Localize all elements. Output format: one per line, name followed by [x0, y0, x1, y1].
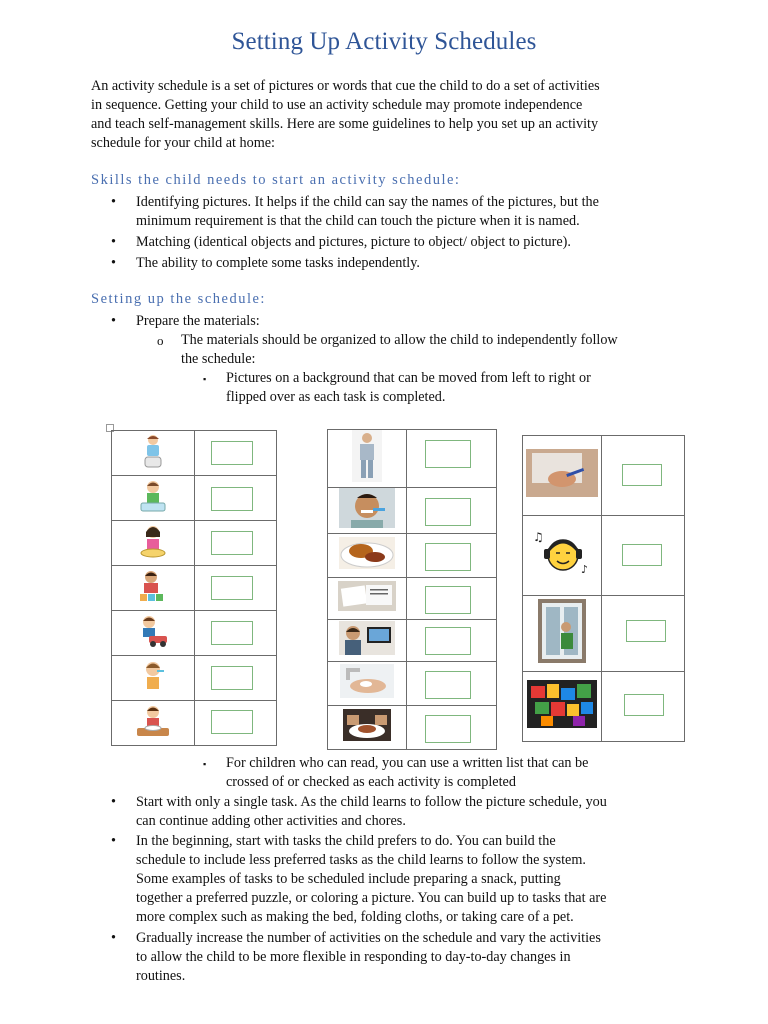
- schedule-picture-cell: [523, 516, 602, 596]
- list-item-text: For children who can read, you can use a written list that can be: [226, 755, 589, 771]
- breakfast-plate-photo-icon: [339, 537, 395, 569]
- schedule-picture-cell: [112, 611, 195, 656]
- intro-line: in sequence. Getting your child to use an activity schedule may promote independence: [91, 97, 583, 113]
- schedule-check-cell: [195, 611, 277, 656]
- schedule-picture-cell: [523, 672, 602, 742]
- square-marker: ▪: [203, 759, 207, 769]
- list-item-text: In the beginning, start with tasks the child prefers to do. You can build the: [136, 833, 556, 849]
- schedule-check-cell: [407, 430, 497, 488]
- schedule-picture-cell: [523, 436, 602, 516]
- schedule-check-cell: [195, 701, 277, 746]
- schedule-check-cell: [602, 596, 685, 672]
- child-eating-meal-icon: [135, 704, 171, 738]
- checkbox-square[interactable]: [425, 543, 471, 571]
- svg-text:♪: ♪: [581, 563, 589, 576]
- schedule-picture-cell: [112, 656, 195, 701]
- colored-blocks-photo-icon: [527, 680, 597, 728]
- checkbox-square[interactable]: [425, 715, 471, 743]
- child-washing-hands-icon: [138, 479, 168, 513]
- svg-text:♫: ♫: [533, 530, 544, 544]
- checkbox-square[interactable]: [211, 666, 253, 690]
- picture-schedule-photos: [327, 429, 497, 750]
- intro-paragraph: [91, 77, 691, 153]
- list-item-text: Identifying pictures. It helps if the child can say the names of the pictures, but the: [136, 194, 599, 210]
- eating-dinner-photo-icon: [343, 709, 391, 741]
- schedule-check-cell: [195, 476, 277, 521]
- list-item-text: The materials should be organized to allow the child to independently follow: [181, 332, 618, 348]
- bullet-marker: •: [111, 255, 116, 271]
- schedule-picture-cell: [112, 521, 195, 566]
- bullet-marker: •: [111, 194, 116, 210]
- circle-marker: o: [157, 333, 164, 348]
- schedule-check-cell: [602, 516, 685, 596]
- child-window-photo-icon: [538, 599, 586, 663]
- list-item: [111, 832, 696, 927]
- schedule-picture-cell: [112, 701, 195, 746]
- child-dressing-photo-icon: [352, 430, 382, 482]
- schedule-picture-cell: [112, 431, 195, 476]
- page-title: Setting Up Activity Schedules: [231, 28, 537, 55]
- square-marker: ▪: [203, 374, 207, 384]
- checkbox-square[interactable]: [425, 498, 471, 526]
- schedule-check-cell: [195, 656, 277, 701]
- child-brushing-teeth-photo-icon: [339, 488, 395, 528]
- checkbox-square[interactable]: [622, 464, 662, 486]
- sub-list-item: [157, 331, 696, 369]
- schedule-check-cell: [195, 431, 277, 476]
- intro-line: and teach self-management skills. Here are some guidelines to help you set up an activity: [91, 116, 599, 132]
- list-item-text: together a preferred puzzle, or coloring a picture. You can build up to tasks that are: [136, 890, 607, 906]
- child-playing-car-icon: [137, 614, 169, 648]
- section-heading-skills: Skills the child needs to start an activity schedule:: [91, 172, 461, 188]
- schedule-check-cell: [407, 534, 497, 578]
- checkbox-square[interactable]: [211, 710, 253, 734]
- checkbox-square[interactable]: [624, 694, 664, 716]
- sub-sub-list-item: [203, 754, 696, 792]
- schedule-check-cell: [602, 672, 685, 742]
- schedule-check-cell: [407, 620, 497, 662]
- schedule-picture-cell: [328, 578, 407, 620]
- checkbox-square[interactable]: [211, 621, 253, 645]
- schedule-check-cell: [407, 706, 497, 750]
- checkbox-square[interactable]: [626, 620, 666, 642]
- list-item: [111, 193, 696, 231]
- list-item-text: schedule to include less preferred tasks as the child learns to follow the system.: [136, 852, 586, 868]
- checkbox-square[interactable]: [425, 627, 471, 655]
- list-item-text: minimum requirement is that the child can touch the picture when it is named.: [136, 213, 580, 229]
- schedule-picture-cell: [328, 620, 407, 662]
- washing-hands-photo-icon: [340, 664, 394, 698]
- list-item: [111, 929, 696, 986]
- child-toilet-icon: [141, 433, 165, 469]
- list-item-text: the schedule:: [181, 351, 256, 367]
- list-item-text: routines.: [136, 968, 186, 984]
- schedule-picture-cell: [112, 566, 195, 611]
- schedule-picture-cell: [112, 476, 195, 521]
- list-item-text: Start with only a single task. As the child learns to follow the picture schedule, you: [136, 794, 607, 810]
- child-brushing-teeth-icon: [140, 659, 166, 693]
- list-item-text: The ability to complete some tasks independently.: [136, 255, 420, 271]
- checkbox-square[interactable]: [425, 440, 471, 468]
- listening-music-emoji-icon: [531, 527, 593, 579]
- child-eating-icon: [138, 523, 168, 559]
- list-item-text: Some examples of tasks to be scheduled include preparing a snack, putting: [136, 871, 561, 887]
- schedule-picture-cell: [523, 596, 602, 672]
- checkbox-square[interactable]: [622, 544, 662, 566]
- bullet-marker: •: [111, 794, 116, 810]
- schedule-picture-cell: [328, 706, 407, 750]
- list-item-text: Matching (identical objects and pictures, picture to object/ object to picture).: [136, 234, 571, 250]
- bullet-marker: •: [111, 930, 116, 946]
- bullet-marker: •: [111, 833, 116, 849]
- bullet-marker: •: [111, 313, 116, 329]
- schedule-check-cell: [407, 662, 497, 706]
- list-item-text: more complex such as making the bed, folding cloths, or taking care of a pet.: [136, 909, 574, 925]
- section-heading-setup: Setting up the schedule:: [91, 291, 266, 307]
- list-item-text: Pictures on a background that can be moved from left to right or: [226, 370, 591, 386]
- schedule-check-cell: [195, 521, 277, 566]
- list-item-text: crossed of or checked as each activity is completed: [226, 774, 516, 790]
- bullet-marker: •: [111, 234, 116, 250]
- list-item-text: Gradually increase the number of activities on the schedule and vary the activities: [136, 930, 601, 946]
- checkbox-square[interactable]: [211, 487, 253, 511]
- list-item-text: flipped over as each task is completed.: [226, 389, 446, 405]
- intro-line: schedule for your child at home:: [91, 135, 275, 151]
- picture-schedule-cartoon: [111, 430, 277, 746]
- checkbox-square[interactable]: [425, 586, 471, 614]
- list-item-text: Prepare the materials:: [136, 313, 260, 329]
- list-item: [111, 233, 696, 252]
- homework-papers-photo-icon: [338, 581, 396, 611]
- schedule-picture-cell: [328, 488, 407, 534]
- schedule-check-cell: [602, 436, 685, 516]
- list-item-text: can continue adding other activities and chores.: [136, 813, 406, 829]
- list-item-text: to allow the child to be more flexible in responding to day-to-day changes in: [136, 949, 571, 965]
- schedule-check-cell: [407, 488, 497, 534]
- schedule-picture-cell: [328, 534, 407, 578]
- child-drawing-photo-icon: [526, 449, 598, 497]
- schedule-picture-cell: [328, 430, 407, 488]
- list-item: [111, 254, 696, 273]
- schedule-picture-cell: [328, 662, 407, 706]
- schedule-check-cell: [195, 566, 277, 611]
- checkbox-square[interactable]: [425, 671, 471, 699]
- child-computer-photo-icon: [339, 621, 395, 655]
- checkbox-square[interactable]: [211, 576, 253, 600]
- schedule-check-cell: [407, 578, 497, 620]
- picture-schedule-photos-2: [522, 435, 685, 742]
- checkbox-square[interactable]: [211, 441, 253, 465]
- checkbox-square[interactable]: [211, 531, 253, 555]
- list-item: [111, 793, 696, 831]
- intro-line: An activity schedule is a set of pictures or words that cue the child to do a set of activities: [91, 78, 600, 94]
- sub-sub-list-item: [203, 369, 696, 407]
- list-item: [111, 312, 696, 331]
- child-playing-blocks-icon: [138, 569, 168, 603]
